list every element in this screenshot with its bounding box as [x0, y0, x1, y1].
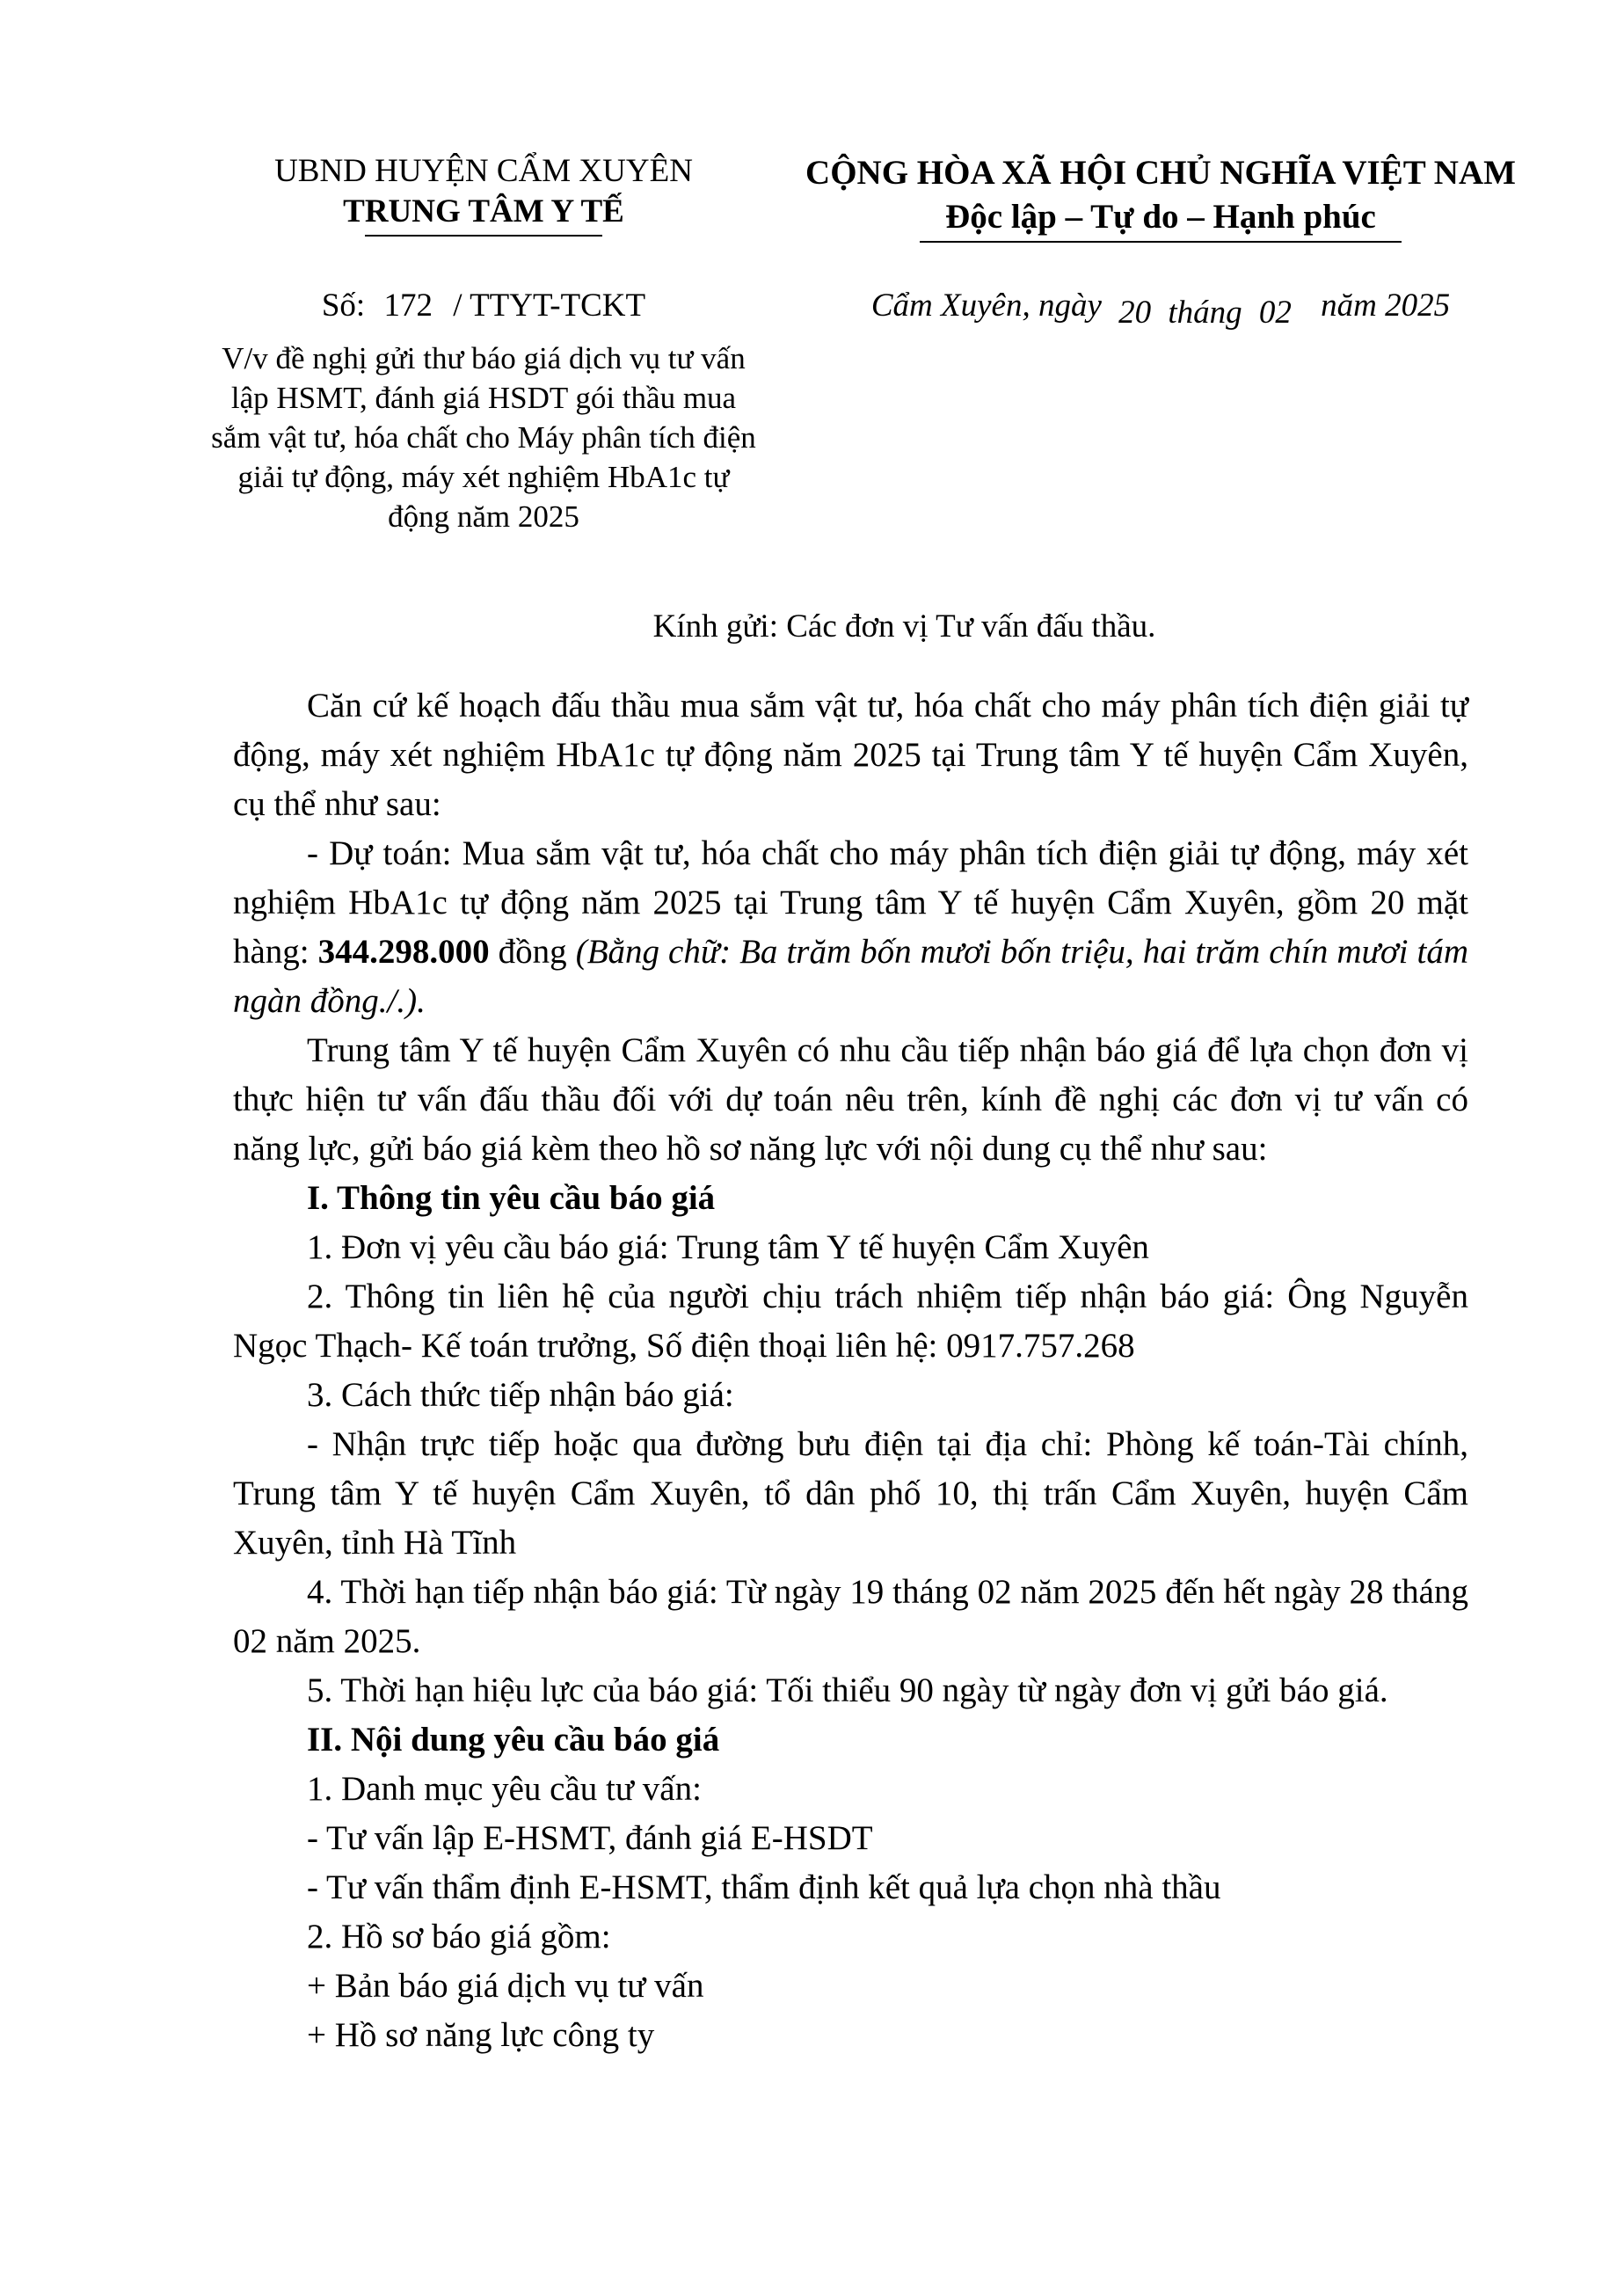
section-1-item-3: 3. Cách thức tiếp nhận báo giá: [307, 1376, 734, 1414]
section-1-title: I. Thông tin yêu cầu báo giá [307, 1179, 716, 1217]
motto-underline [920, 241, 1402, 243]
section-1-item-5: 5. Thời hạn hiệu lực của báo giá: Tối thiểu 90 ngày từ ngày đơn vị gửi báo giá. [307, 1671, 1388, 1709]
paragraph-request: Trung tâm Y tế huyện Cẩm Xuyên có nhu cầu tiếp nhận báo giá để lựa chọn đơn vị thực hiện tư vấn đấu thầu đối với dự toán nêu trên, kính đề nghị các đơn vị tư vấn có năng lực, gửi báo giá kèm theo hồ sơ năng lực với nội dung cụ thể như sau: [233, 1031, 1468, 1168]
recipient-text: Kính gửi: Các đơn vị Tư vấn đấu thầu. [652, 608, 1156, 645]
section-2-item-2-b: + Hồ sơ năng lực công ty [307, 2016, 655, 2054]
recipient-line [0, 607, 1624, 647]
section-2-item-1-a: - Tư vấn lập E-HSMT, đánh giá E-HSDT [307, 1819, 873, 1857]
motto [920, 195, 1402, 243]
section-1-item-4: 4. Thời hạn tiếp nhận báo giá: Từ ngày 19 tháng 02 năm 2025 đến hết ngày 28 tháng 02 năm 2025. [233, 1573, 1468, 1660]
section-1-item-1: 1. Đơn vị yêu cầu báo giá: Trung tâm Y tế huyện Cẩm Xuyên [307, 1228, 1149, 1266]
motto-text: Độc lập – Tự do – Hạnh phúc [945, 198, 1376, 236]
section-1-item-3-detail: - Nhận trực tiếp hoặc qua đường bưu điện tại địa chỉ: Phòng kế toán-Tài chính, Trung tâm Y tế huyện Cẩm Xuyên, tổ dân phố 10, thị trấn Cẩm Xuyên, huyện Cẩm Xuyên, tỉnh Hà Tĩnh [233, 1425, 1468, 1562]
document-number-value: 172 [383, 288, 433, 324]
section-1-item-2: 2. Thông tin liên hệ của người chịu trách nhiệm tiếp nhận báo giá: Ông Nguyễn Ngọc Thạch- Kế toán trưởng, Số điện thoại liên hệ: 0917.757.268 [233, 1278, 1468, 1365]
issuing-agency-block [211, 151, 756, 237]
document-number [211, 286, 756, 326]
document-body [233, 681, 1468, 2060]
document-number-suffix: / TTYT-TCKT [453, 288, 646, 324]
date-month-label: tháng [1168, 295, 1242, 331]
date-place: Cẩm Xuyên, ngày [870, 288, 1102, 324]
national-motto-block [774, 151, 1548, 243]
date-day: 20 [1118, 295, 1152, 331]
date-month: 02 [1258, 295, 1292, 331]
section-2-item-1: 1. Danh mục yêu cầu tư vấn: [307, 1770, 702, 1808]
country-name: CỘNG HÒA XÃ HỘI CHỦ NGHĨA VIỆT NAM [805, 154, 1516, 192]
estimate-text: - Dự toán: Mua sắm vật tư, hóa chất cho máy phân tích điện giải tự động, máy xét nghiệm HbA1c tự động năm 2025 tại Trung tâm Y tế huyện Cẩm Xuyên, gồm 20 mặt hàng: [233, 834, 1468, 971]
organization-name [343, 192, 624, 237]
section-2-item-2-a: + Bản báo giá dịch vụ tư vấn [307, 1967, 704, 2005]
date-year: năm 2025 [1321, 288, 1451, 324]
section-2-title: II. Nội dung yêu cầu báo giá [307, 1721, 720, 1759]
document-number-prefix: Số: [321, 288, 366, 324]
organization-name-text: TRUNG TÂM Y TẾ [343, 193, 624, 229]
estimate-amount-words: (Bằng chữ: Ba trăm bốn mươi bốn triệu, hai trăm chín mươi tám ngàn đồng./.). [233, 933, 1468, 1020]
estimate-amount: 344.298.000 [317, 933, 490, 971]
estimate-currency: đồng [489, 933, 576, 971]
section-2-item-1-b: - Tư vấn thẩm định E-HSMT, thẩm định kết quả lựa chọn nhà thầu [307, 1868, 1221, 1906]
paragraph-estimate [233, 829, 1468, 1026]
parent-organization: UBND HUYỆN CẨM XUYÊN [274, 153, 693, 189]
section-2-item-2: 2. Hồ sơ báo giá gồm: [307, 1918, 611, 1955]
document-subject: V/v đề nghị gửi thư báo giá dịch vụ tư vấn lập HSMT, đánh giá HSDT gói thầu mua sắm vật tư, hóa chất cho Máy phân tích điện giải tự động, máy xét nghiệm HbA1c tự động năm 2025 [211, 341, 756, 534]
document-date [774, 286, 1548, 331]
paragraph-basis: Căn cứ kế hoạch đấu thầu mua sắm vật tư, hóa chất cho máy phân tích điện giải tự động, máy xét nghiệm HbA1c tự động năm 2025 tại Trung tâm Y tế huyện Cẩm Xuyên, cụ thể như sau: [233, 687, 1468, 823]
organization-underline [365, 235, 602, 237]
